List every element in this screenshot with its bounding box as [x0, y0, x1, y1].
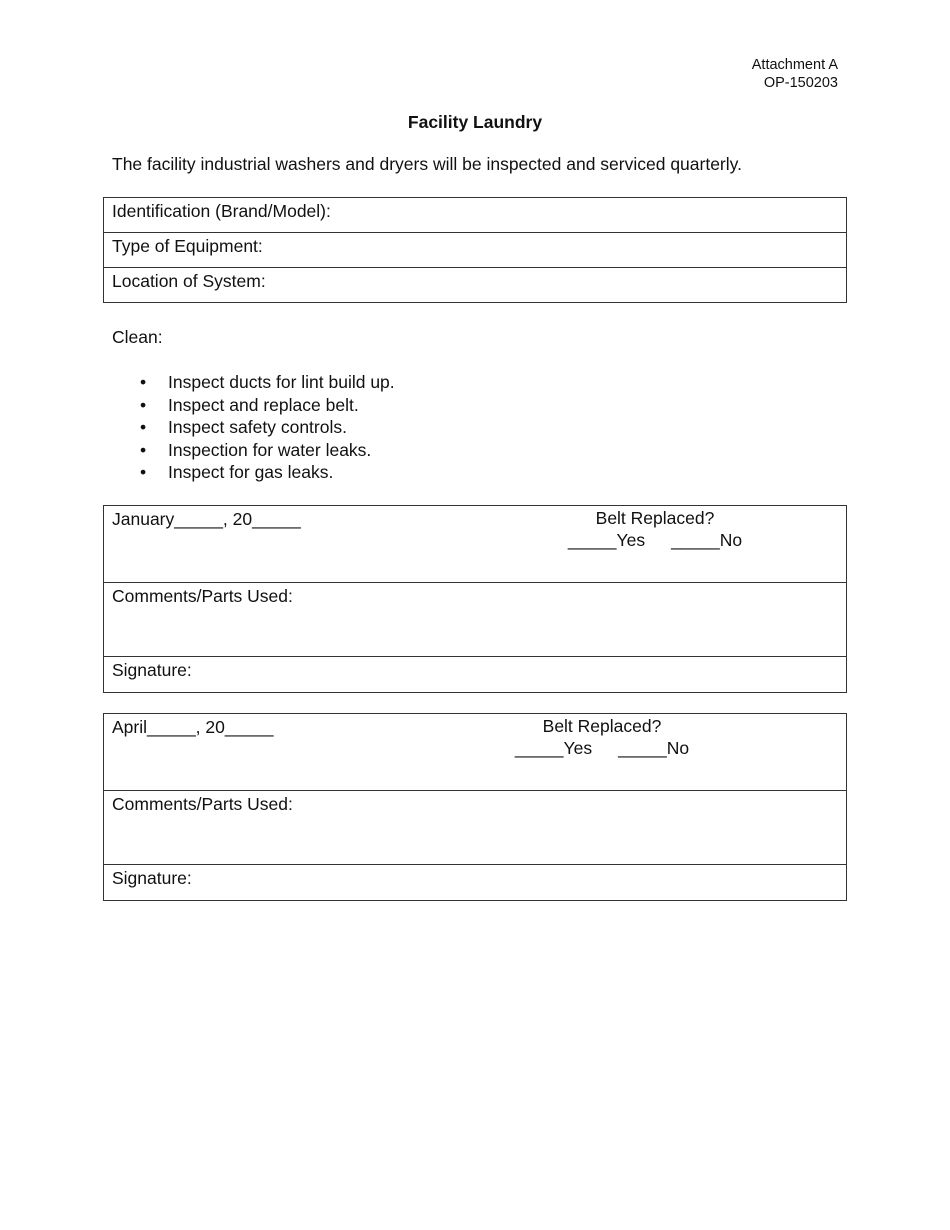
intro-text: The facility industrial washers and dryers will be inspected and serviced quarterly. — [112, 154, 742, 174]
comments-row — [104, 790, 846, 864]
date-row — [104, 714, 846, 790]
equipment-type-field[interactable]: Type of Equipment: — [104, 233, 847, 268]
signature-row — [104, 864, 846, 900]
identification-field[interactable]: Identification (Brand/Model): — [104, 198, 847, 233]
signature-field[interactable]: Signature: — [112, 868, 192, 888]
belt-yes-option[interactable]: _____Yes — [514, 738, 593, 758]
table-row — [104, 233, 847, 268]
list-item: • Inspection for water leaks. — [112, 439, 395, 462]
date-field[interactable]: April_____, 20_____ — [112, 717, 274, 737]
quarter-april-box — [103, 713, 847, 901]
table-row — [104, 198, 847, 233]
signature-field[interactable]: Signature: — [112, 660, 192, 680]
attachment-label: Attachment A — [751, 57, 838, 73]
clean-heading: Clean: — [112, 327, 163, 347]
date-field[interactable]: January_____, 20_____ — [112, 509, 301, 529]
list-item: • Inspect ducts for lint build up. — [112, 371, 395, 394]
equipment-info-table — [103, 197, 847, 303]
document-number: OP-150203 — [763, 75, 838, 91]
comments-field[interactable]: Comments/Parts Used: — [112, 794, 293, 814]
list-item: • Inspect for gas leaks. — [112, 461, 395, 484]
belt-replaced-group — [535, 507, 775, 551]
comments-field[interactable]: Comments/Parts Used: — [112, 586, 293, 606]
table-row — [104, 268, 847, 303]
document-reference — [752, 56, 838, 92]
page-title: Facility Laundry — [407, 112, 543, 132]
belt-yes-option[interactable]: _____Yes — [567, 530, 646, 550]
system-location-field[interactable]: Location of System: — [104, 268, 847, 303]
signature-row — [104, 656, 846, 692]
belt-no-option[interactable]: _____No — [671, 530, 743, 550]
list-item: • Inspect and replace belt. — [112, 394, 395, 417]
list-item: • Inspect safety controls. — [112, 416, 395, 439]
belt-replaced-question: Belt Replaced? — [595, 508, 715, 528]
belt-no-option[interactable]: _____No — [618, 738, 690, 758]
quarter-january-box — [103, 505, 847, 693]
date-row — [104, 506, 846, 582]
task-list — [112, 371, 395, 484]
belt-replaced-group — [482, 715, 722, 759]
comments-row — [104, 582, 846, 656]
belt-replaced-question: Belt Replaced? — [542, 716, 662, 736]
